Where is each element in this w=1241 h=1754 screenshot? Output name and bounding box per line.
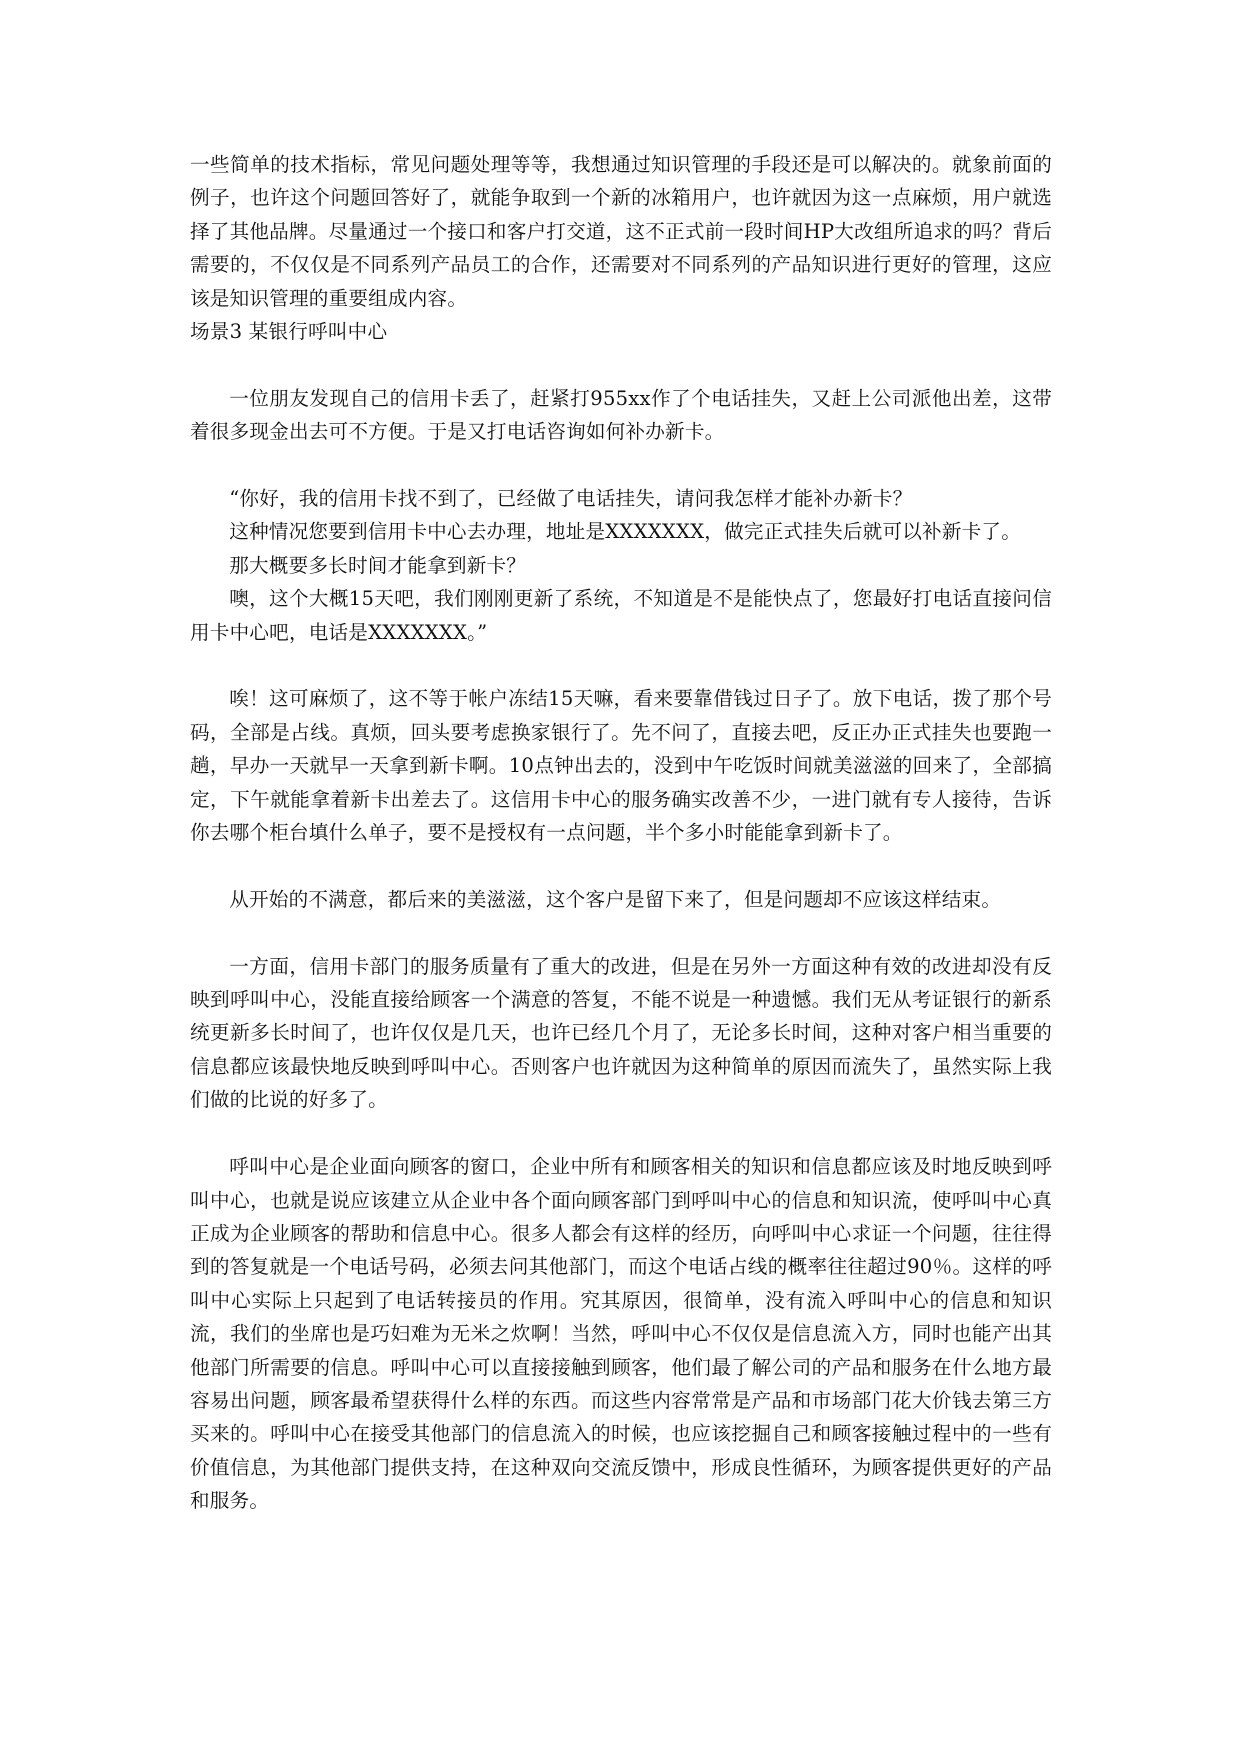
- paragraph-transition: 从开始的不满意，都后来的美滋滋，这个客户是留下来了，但是问题却不应该这样结束。: [229, 887, 1002, 911]
- paragraph-knowledge-management: 一些简单的技术指标，常见问题处理等等，我想通过知识管理的手段还是可以解决的。就象前面的例子，也许这个问题回答好了，就能争取到一个新的冰箱用户，也许就因为这一点麻烦，用户就选择了其他品牌。尽量通过一个接口和客户打交道，这不正式前一段时间HP大改组所追求的吗？背后需要的，不仅仅是不同系列产品员工的合作，还需要对不同系列的产品知识进行更好的管理，这应该是知识管理的重要组成内容。: [190, 153, 1053, 310]
- document-body: [190, 148, 1052, 1518]
- paragraph-service-improvement: 一方面，信用卡部门的服务质量有了重大的改进，但是在另外一方面这种有效的改进却没有反映到呼叫中心，没能直接给顾客一个满意的答复，不能不说是一种遗憾。我们无从考证银行的新系统更新多长时间了，也许仅仅是几天，也许已经几个月了，无论多长时间，这种对客户相当重要的信息都应该最快地反映到呼叫中心。否则客户也许就因为这种简单的原因而流失了，虽然实际上我们做的比说的好多了。: [190, 954, 1052, 1112]
- paragraph-call-center-role: 呼叫中心是企业面向顾客的窗口，企业中所有和顾客相关的知识和信息都应该及时地反映到呼叫中心，也就是说应该建立从企业中各个面向顾客部门到呼叫中心的信息和知识流，使呼叫中心真正成为企业顾客的帮助和信息中心。很多人都会有这样的经历，向呼叫中心求证一个问题，往往得到的答复就是一个电话号码，必须去问其他部门，而这个电话占线的概率往往超过90％。这样的呼叫中心实际上只起到了电话转接员的作用。究其原因，很简单，没有流入呼叫中心的信息和知识流，我们的坐席也是巧妇难为无米之炊啊！当然，呼叫中心不仅仅是信息流入方，同时也能产出其他部门所需要的信息。呼叫中心可以直接接触到顾客，他们最了解公司的产品和服务在什么地方最容易出问题，顾客最希望获得什么样的东西。而这些内容常常是产品和市场部门花大价钱去第三方买来的。呼叫中心在接受其他部门的信息流入的时候，也应该挖掘自己和顾客接触过程中的一些有价值信息，为其他部门提供支持，在这种双向交流反馈中，形成良性循环，为顾客提供更好的产品和服务。: [190, 1155, 1052, 1513]
- dialogue-line: 这种情况您要到信用卡中心去办理，地址是XXXXXXX，做完正式挂失后就可以补新卡了。: [229, 520, 1022, 544]
- dialogue-line: 噢，这个大概15天吧，我们刚刚更新了系统，不知道是不是能快点了，您最好打电话直接问信用卡中心吧，电话是XXXXXXX。”: [190, 587, 1052, 644]
- paragraph-lost-card: 一位朋友发现自己的信用卡丢了，赶紧打955xx作了个电话挂失，又赶上公司派他出差，这带着很多现金出去可不方便。于是又打电话咨询如何补办新卡。: [190, 386, 1052, 444]
- paragraph-visit-center: 唉！这可麻烦了，这不等于帐户冻结15天嘛，看来要靠借钱过日子了。放下电话，拨了那个号码，全部是占线。真烦，回头要考虑换家银行了。先不问了，直接去吧，反正办正式挂失也要跑一趟，早办一天就早一天拿到新卡啊。10点钟出去的，没到中午吃饭时间就美滋滋的回来了，全部搞定，下午就能拿着新卡出差去了。这信用卡中心的服务确实改善不少，一进门就有专人接待，告诉你去哪个柜台填什么单子，要不是授权有一点问题，半个多小时能能拿到新卡了。: [190, 687, 1052, 845]
- section-heading: 场景3 某银行呼叫中心: [190, 320, 388, 344]
- dialogue-line: 那大概要多长时间才能拿到新卡？: [229, 553, 527, 577]
- dialogue-line: “你好，我的信用卡找不到了，已经做了电话挂失，请问我怎样才能补办新卡？: [229, 487, 913, 511]
